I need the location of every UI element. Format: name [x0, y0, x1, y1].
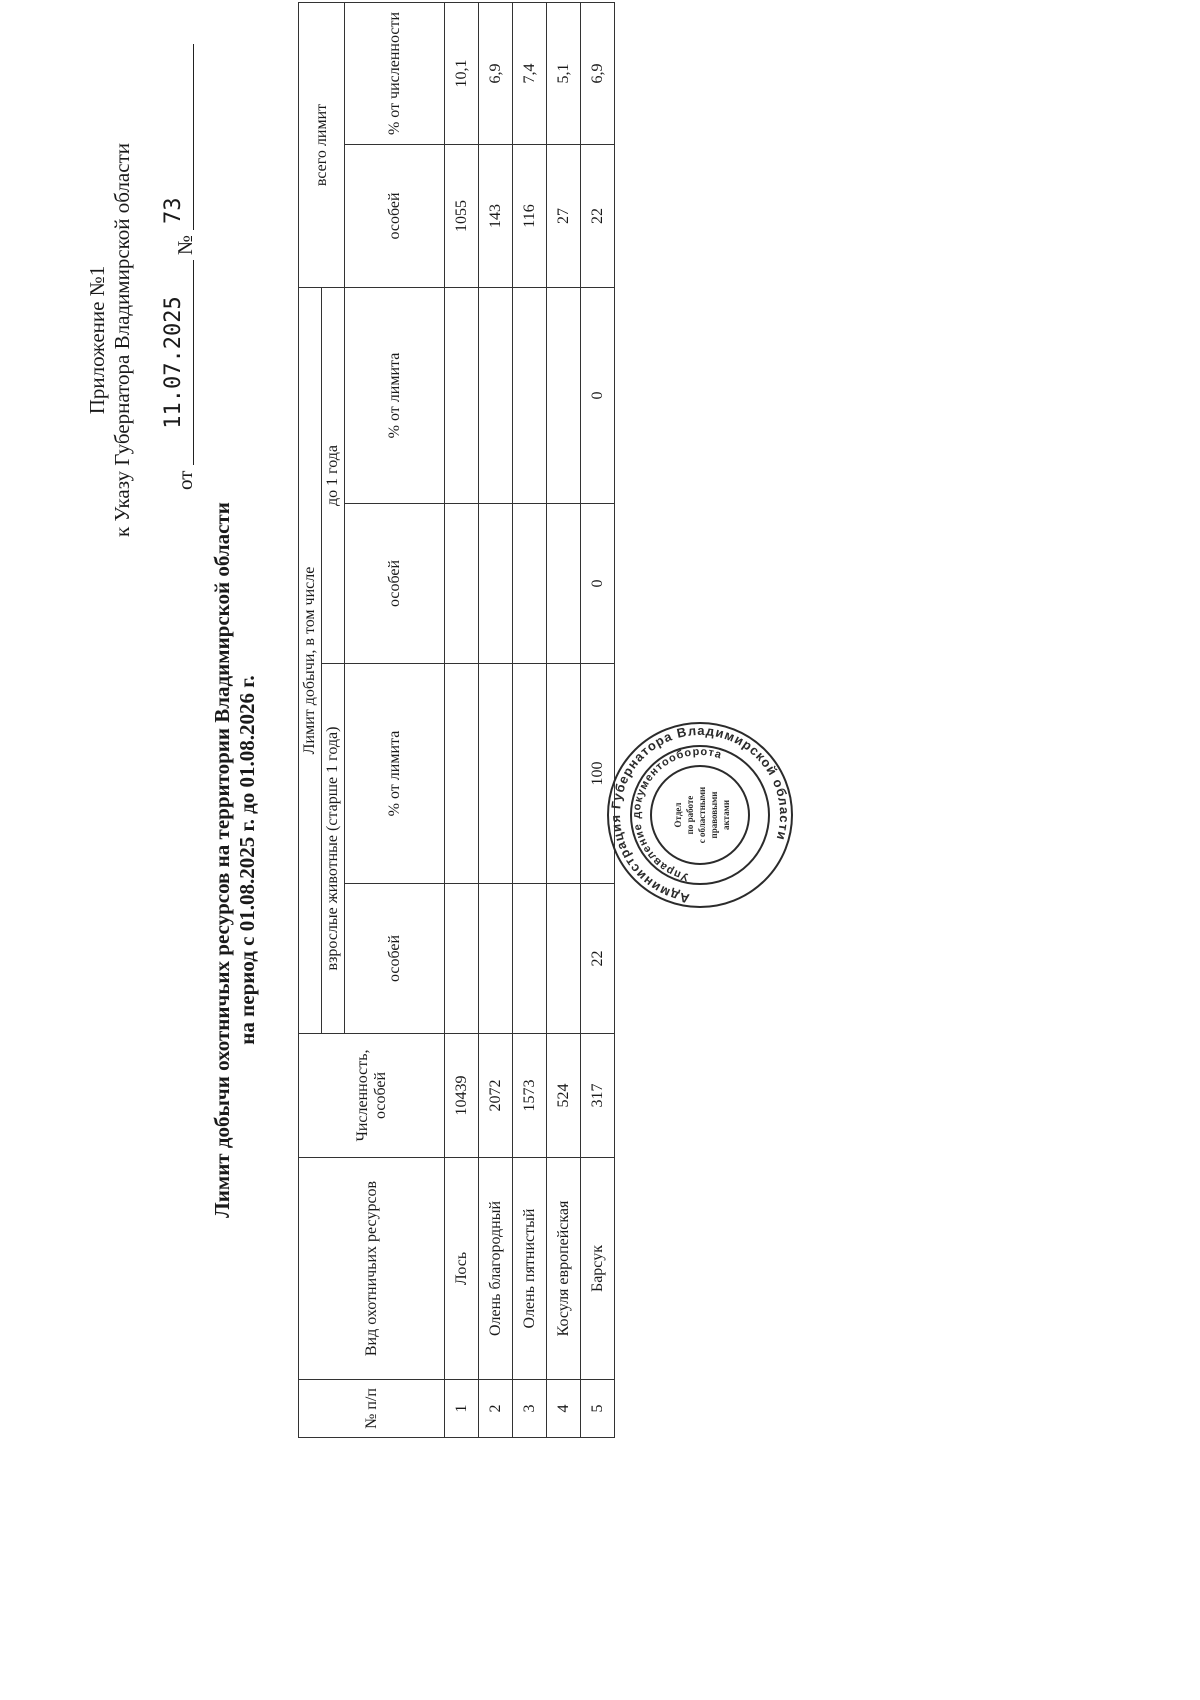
cell-young-count: 0	[581, 504, 615, 664]
svg-text:актами: актами	[721, 799, 731, 831]
cell-population: 1573	[513, 1034, 547, 1158]
cell-num: 5	[581, 1380, 615, 1438]
cell-population: 2072	[479, 1034, 513, 1158]
title-line-1: Лимит добычи охотничьих ресурсов на территории Владимирской области	[210, 502, 234, 1218]
cell-adults-pct	[445, 664, 479, 884]
header-adults-pct: % от лимита	[345, 664, 445, 884]
document-title	[210, 260, 260, 1460]
table-row	[479, 3, 513, 1438]
cell-adults-pct	[479, 664, 513, 884]
title-line-2: на период с 01.08.2025 г. до 01.08.2026 г.	[235, 675, 259, 1045]
cell-species: Олень благородный	[479, 1158, 513, 1380]
cell-total-count: 1055	[445, 145, 479, 288]
cell-num: 2	[479, 1380, 513, 1438]
svg-text:Отдел: Отдел	[673, 802, 683, 828]
cell-adults-count: 22	[581, 884, 615, 1034]
cell-num: 1	[445, 1380, 479, 1438]
header-num: № п/п	[299, 1380, 445, 1438]
header-adults: взрослые животные (старше 1 года)	[322, 664, 345, 1034]
cell-species: Олень пятнистый	[513, 1158, 547, 1380]
cell-total-count: 116	[513, 145, 547, 288]
appendix-header	[85, 40, 135, 640]
limit-table	[298, 2, 615, 1438]
number-label: №	[173, 234, 197, 255]
table-row	[445, 3, 479, 1438]
cell-population: 317	[581, 1034, 615, 1158]
header-population: Численность, особей	[299, 1034, 445, 1158]
header-young: до 1 года	[322, 288, 345, 664]
cell-total-count: 22	[581, 145, 615, 288]
date-label: от	[173, 470, 197, 490]
svg-text:с областными: с областными	[697, 786, 707, 844]
table-body	[445, 3, 615, 1438]
cell-young-pct	[513, 288, 547, 504]
cell-total-pct: 6,9	[479, 3, 513, 145]
svg-text:Управление документооборота: Управление документооборота	[630, 745, 724, 883]
decree-date: 11.07.2025	[155, 260, 194, 465]
header-species: Вид охотничьих ресурсов	[299, 1158, 445, 1380]
cell-young-pct: 0	[581, 288, 615, 504]
header-young-pct: % от лимита	[345, 288, 445, 504]
cell-young-pct	[479, 288, 513, 504]
cell-total-pct: 10,1	[445, 3, 479, 145]
header-total-pct: % от численности	[345, 3, 445, 145]
cell-species: Лось	[445, 1158, 479, 1380]
header-young-count: особей	[345, 504, 445, 664]
header-row-1	[299, 3, 322, 1438]
cell-adults-count	[445, 884, 479, 1034]
cell-young-pct	[445, 288, 479, 504]
header-total-count: особей	[345, 145, 445, 288]
cell-total-count: 27	[547, 145, 581, 288]
svg-text:правовыми: правовыми	[709, 791, 719, 839]
cell-adults-count	[513, 884, 547, 1034]
cell-young-count	[513, 504, 547, 664]
cell-adults-pct	[513, 664, 547, 884]
table-row	[513, 3, 547, 1438]
cell-young-count	[547, 504, 581, 664]
official-seal	[605, 720, 795, 910]
cell-num: 4	[547, 1380, 581, 1438]
table-row	[547, 3, 581, 1438]
cell-total-pct: 7,4	[513, 3, 547, 145]
limit-table-container	[298, 0, 615, 1438]
cell-adults-count	[479, 884, 513, 1034]
cell-population: 524	[547, 1034, 581, 1158]
header-total: всего лимит	[299, 3, 345, 288]
cell-young-count	[445, 504, 479, 664]
cell-population: 10439	[445, 1034, 479, 1158]
header-limit-group: Лимит добычи, в том числе	[299, 288, 322, 1034]
seal-stamp-icon	[605, 720, 795, 910]
cell-total-pct: 6,9	[581, 3, 615, 145]
cell-adults-pct	[547, 664, 581, 884]
svg-text:по работе: по работе	[685, 795, 695, 835]
cell-species: Косуля европейская	[547, 1158, 581, 1380]
cell-young-pct	[547, 288, 581, 504]
decree-date-line	[155, 40, 195, 640]
svg-text:Администрация Губернатора Влад: Администрация Губернатора Владимирской области	[607, 722, 793, 907]
cell-adults-pct: 100	[581, 664, 615, 884]
cell-species: Барсук	[581, 1158, 615, 1380]
appendix-subtitle: к Указу Губернатора Владимирской области	[110, 143, 134, 537]
cell-young-count	[479, 504, 513, 664]
cell-adults-count	[547, 884, 581, 1034]
appendix-title: Приложение №1	[85, 265, 109, 415]
header-adults-count: особей	[345, 884, 445, 1034]
cell-total-count: 143	[479, 145, 513, 288]
cell-num: 3	[513, 1380, 547, 1438]
decree-number: 73	[155, 44, 194, 230]
cell-total-pct: 5,1	[547, 3, 581, 145]
